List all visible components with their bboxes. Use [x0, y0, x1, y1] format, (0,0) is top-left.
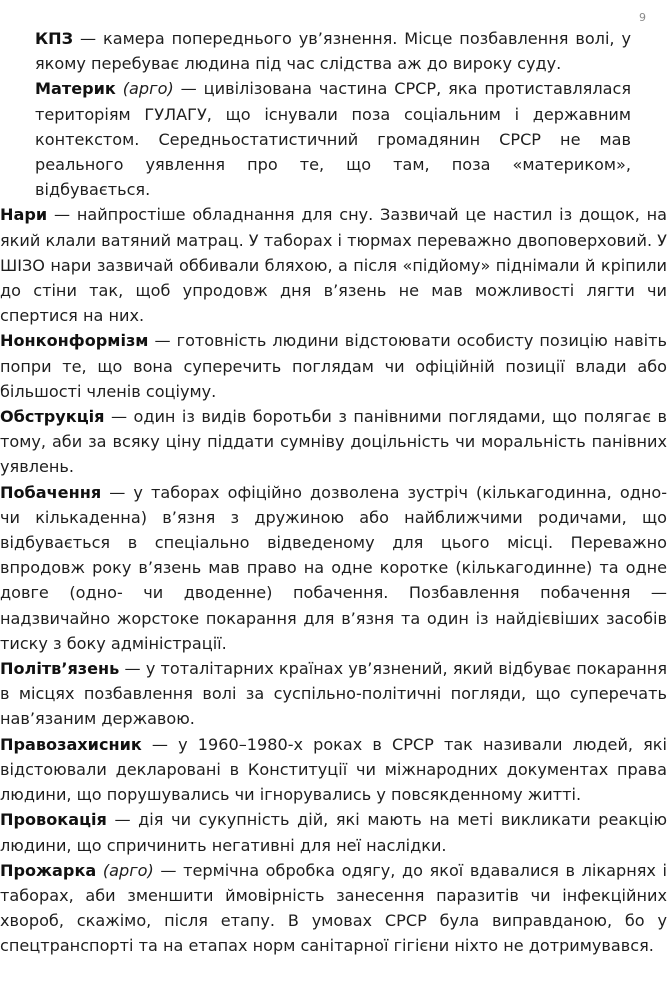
glossary-definition: — камера попереднього ув’язнення. Місце позбавлення волі, у якому перебуває людина під час слідства аж до вироку суду.: [35, 29, 631, 74]
glossary-usage-note: (арго): [122, 79, 174, 99]
glossary-term: Обструкція: [0, 407, 105, 427]
glossary-definition: — у тоталітарних країнах ув’язнений, який відбуває покарання в місцях позбавлення волі за суспільно-політичні погляди, що суперечать нав’язаним державою.: [0, 659, 667, 729]
glossary-term: Політв’язень: [0, 659, 120, 679]
glossary-term: Нонконформізм: [0, 331, 149, 351]
glossary-entry: [35, 26, 631, 76]
glossary-entry: [0, 807, 667, 857]
glossary-definition: — цивілізована частина СРСР, яка протиставлялася територіям ГУЛАГУ, що існували поза соціальним і державним контекстом. Середньостатистичний громадянин СРСР не мав реального уявлення про те, що там, поза «материком», відбувається.: [35, 79, 631, 200]
glossary-usage-note: (арго): [102, 860, 154, 880]
glossary-term: КПЗ: [35, 29, 74, 48]
glossary-term: Материк: [35, 79, 116, 99]
glossary-definition: — термічна обробка одягу, до якої вдавалися в лікарнях і таборах, аби зменшити ймовірність занесення паразитів чи інфекційних хвороб, скажімо, після етапу. В умовах СРСР була виправданою, бо у спецтранспорті та на етапах норм санітарної гігієни ніхто не дотримувався.: [0, 860, 667, 956]
glossary-definition: — готовність людини відстоювати особисту позицію навіть попри те, що вона суперечить поглядам чи офіційній позиції влади або більшості членів соціуму.: [0, 331, 667, 401]
glossary-term: Провокація: [0, 810, 107, 830]
glossary-entry: [0, 732, 667, 808]
glossary-definition: — у таборах офіційно дозволена зустріч (кількагодинна, одно- чи кількаденна) в’язня з дружиною або найближчими родичами, що відбувається в спеціально відведеному для цього місці. Переважно впродовж року в’язень мав право на одне коротке (кількагодинне) та одне довге (одно- чи дводенне) побачення. Позбавлення побачення — надзвичайно жорстоке покарання для в’язня та один із найдієвіших засобів тиску з боку адміністрації.: [0, 482, 667, 653]
glossary-definition: — один із видів боротьби з панівними поглядами, що полягає в тому, аби за всяку ціну піддати сумніву доцільність чи моральність панівних уявлень.: [0, 407, 667, 477]
glossary-term: Правозахисник: [0, 734, 142, 754]
glossary-entry: [0, 480, 667, 656]
glossary-definition: — у 1960–1980-х роках в СРСР так називали людей, які відстоювали декларовані в Конституції чи міжнародних документах права людини, що порушувались чи ігнорувались у повсякденному житті.: [0, 734, 667, 805]
glossary-entry: [0, 404, 667, 480]
glossary-definition: — найпростіше обладнання для сну. Зазвичай це настил із дощок, на який клали ватяний матрац. У таборах і тюрмах переважно двоповерховий. У ШІЗО нари зазвичай оббивали бляхою, а після «підйому» піднімали й кріпили до стіни так, щоб упродовж дня в’язень не мав можливості лягти чи спертися на них.: [0, 205, 667, 326]
glossary-list: [0, 26, 667, 959]
glossary-entry: [0, 858, 667, 959]
glossary-term: Нари: [0, 205, 48, 225]
glossary-entry: [0, 656, 667, 732]
glossary-term: Прожарка: [0, 860, 97, 880]
glossary-entry: [0, 202, 667, 328]
page-number: 9: [639, 11, 646, 24]
glossary-entry: [0, 328, 667, 404]
glossary-term: Побачення: [0, 482, 102, 502]
glossary-definition: — дія чи сукупність дій, які мають на меті викликати реакцію людини, що спричинить негативні для неї наслідки.: [0, 810, 667, 855]
glossary-entry: [35, 76, 631, 202]
